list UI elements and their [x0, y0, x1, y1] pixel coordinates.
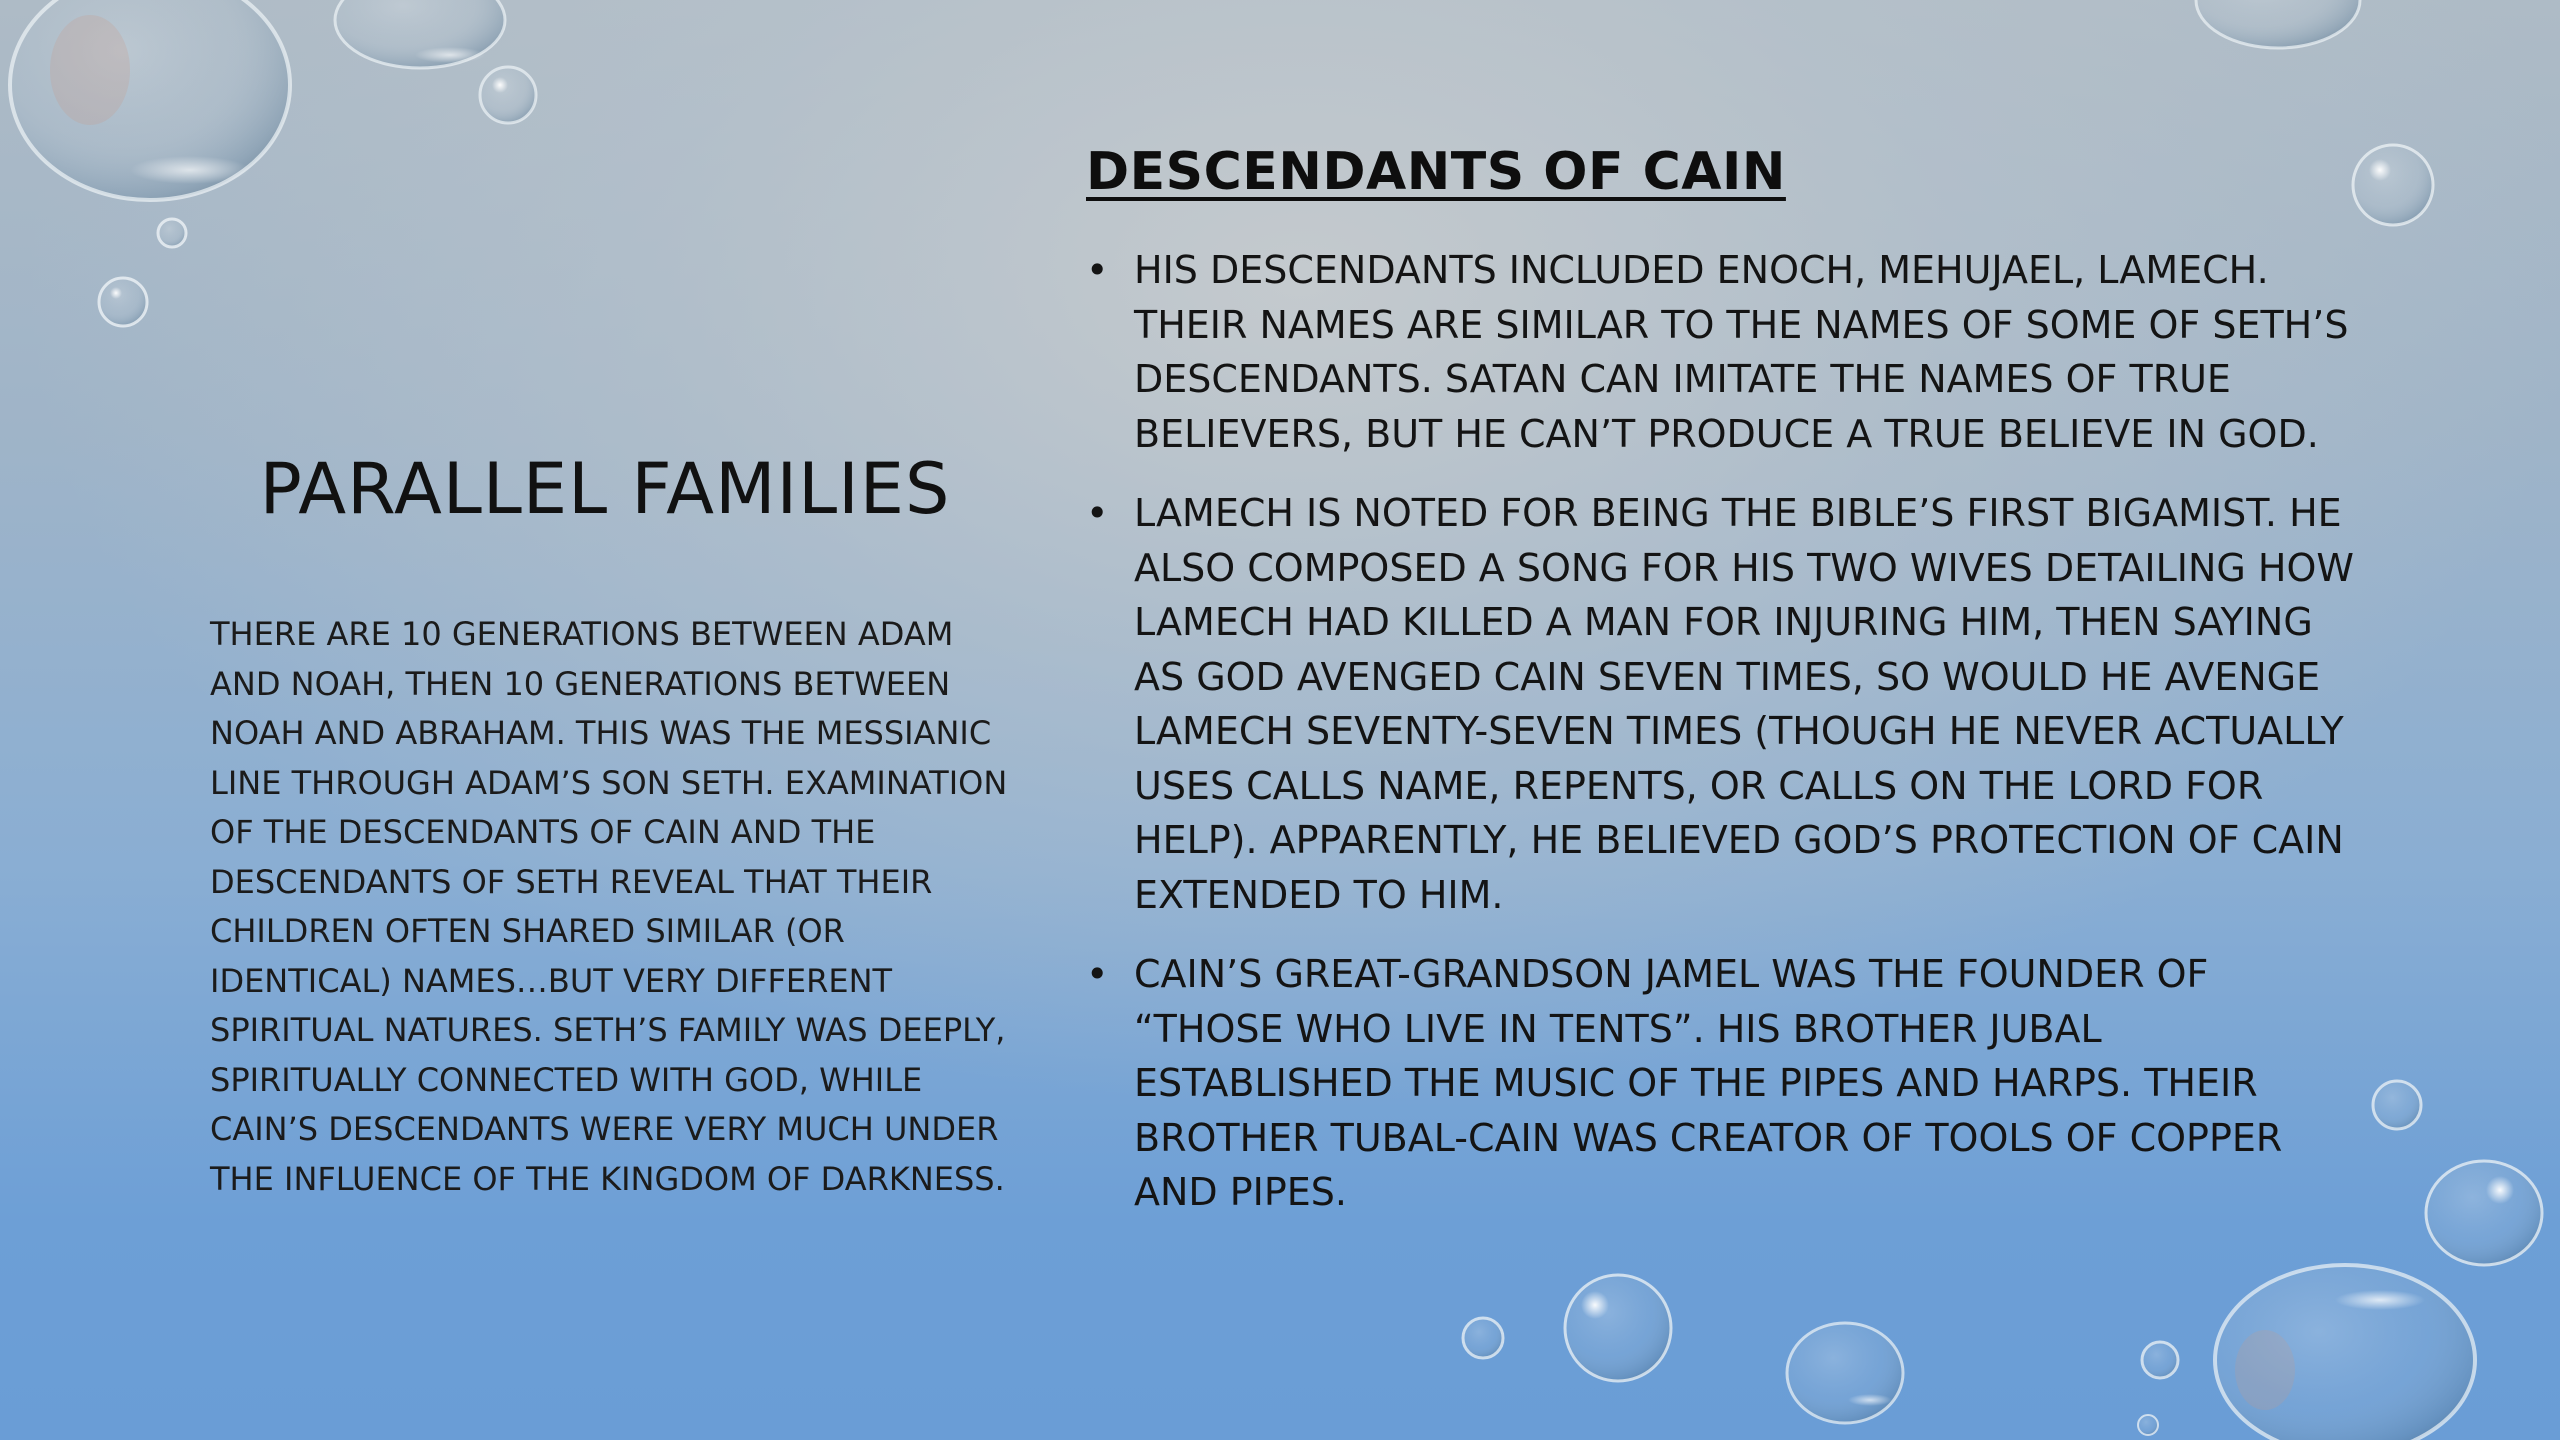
droplet	[335, 0, 505, 68]
droplet	[2196, 0, 2360, 48]
droplet	[2353, 145, 2433, 225]
droplet	[2373, 1081, 2421, 1129]
bullet-icon: •	[1086, 248, 1109, 292]
droplet	[1463, 1318, 1503, 1358]
droplet	[10, 0, 290, 200]
bullet-icon: •	[1086, 491, 1109, 535]
bullet-item	[1086, 947, 2366, 1220]
bullet-item	[1086, 486, 2366, 922]
droplet	[2142, 1342, 2178, 1378]
droplet	[2138, 1415, 2158, 1435]
droplet	[2426, 1161, 2542, 1265]
bullet-icon: •	[1086, 952, 1109, 996]
droplet	[480, 67, 536, 123]
droplet	[1565, 1275, 1671, 1381]
droplet	[1787, 1323, 1903, 1423]
bullet-item	[1086, 243, 2366, 461]
droplet	[99, 278, 147, 326]
bullet-list	[1086, 243, 2366, 1245]
intro-paragraph: THERE ARE 10 GENERATIONS BETWEEN ADAM AND NOAH, THEN 10 GENERATIONS BETWEEN NOAH AND ABRAHAM. THIS WAS THE MESSIANIC LINE THROUGH ADAM’S SON SETH. EXAMINATION OF THE DESCENDANTS OF CAIN AND THE DESCENDANTS OF SETH REVEAL THAT THEIR CHILDREN OFTEN SHARED SIMILAR (OR IDENTICAL) NAMES…BUT VERY DIFFERENT SPIRITUAL NATURES. SETH’S FAMILY WAS DEEPLY, SPIRITUALLY CONNECTED WITH GOD, WHILE CAIN’S DESCENDANTS WERE VERY MUCH UNDER THE INFLUENCE OF THE KINGDOM OF DARKNESS.	[210, 615, 1008, 1198]
descendants-heading: DESCENDANTS OF CAIN	[1086, 142, 1786, 202]
section-title: PARALLEL FAMILIES	[259, 448, 951, 530]
bullet-text: LAMECH IS NOTED FOR BEING THE BIBLE’S FIRST BIGAMIST. HE ALSO COMPOSED A SONG FOR HIS TWO WIVES DETAILING HOW LAMECH HAD KILLED A MAN FOR INJURING HIM, THEN SAYING AS GOD AVENGED CAIN SEVEN TIMES, SO WOULD HE AVENGE LAMECH SEVENTY-SEVEN TIMES (THOUGH HE NEVER ACTUALLY USES CALLS NAME, REPENTS, OR CALLS ON THE LORD FOR HELP). APPARENTLY, HE BELIEVED GOD’S PROTECTION OF CAIN EXTENDED TO HIM.	[1134, 491, 2354, 917]
bullet-text: HIS DESCENDANTS INCLUDED ENOCH, MEHUJAEL, LAMECH. THEIR NAMES ARE SIMILAR TO THE NAMES OF SOME OF SETH’S DESCENDANTS. SATAN CAN IMITATE THE NAMES OF TRUE BELIEVERS, BUT HE CAN’T PRODUCE A TRUE BELIEVE IN GOD.	[1134, 248, 2349, 456]
droplet	[158, 219, 186, 247]
bullet-text: CAIN’S GREAT-GRANDSON JAMEL WAS THE FOUNDER OF “THOSE WHO LIVE IN TENTS”. HIS BROTHER JUBAL ESTABLISHED THE MUSIC OF THE PIPES AND HARPS. THEIR BROTHER TUBAL-CAIN WAS CREATOR OF TOOLS OF COPPER AND PIPES.	[1134, 952, 2283, 1214]
droplet	[2215, 1265, 2475, 1440]
